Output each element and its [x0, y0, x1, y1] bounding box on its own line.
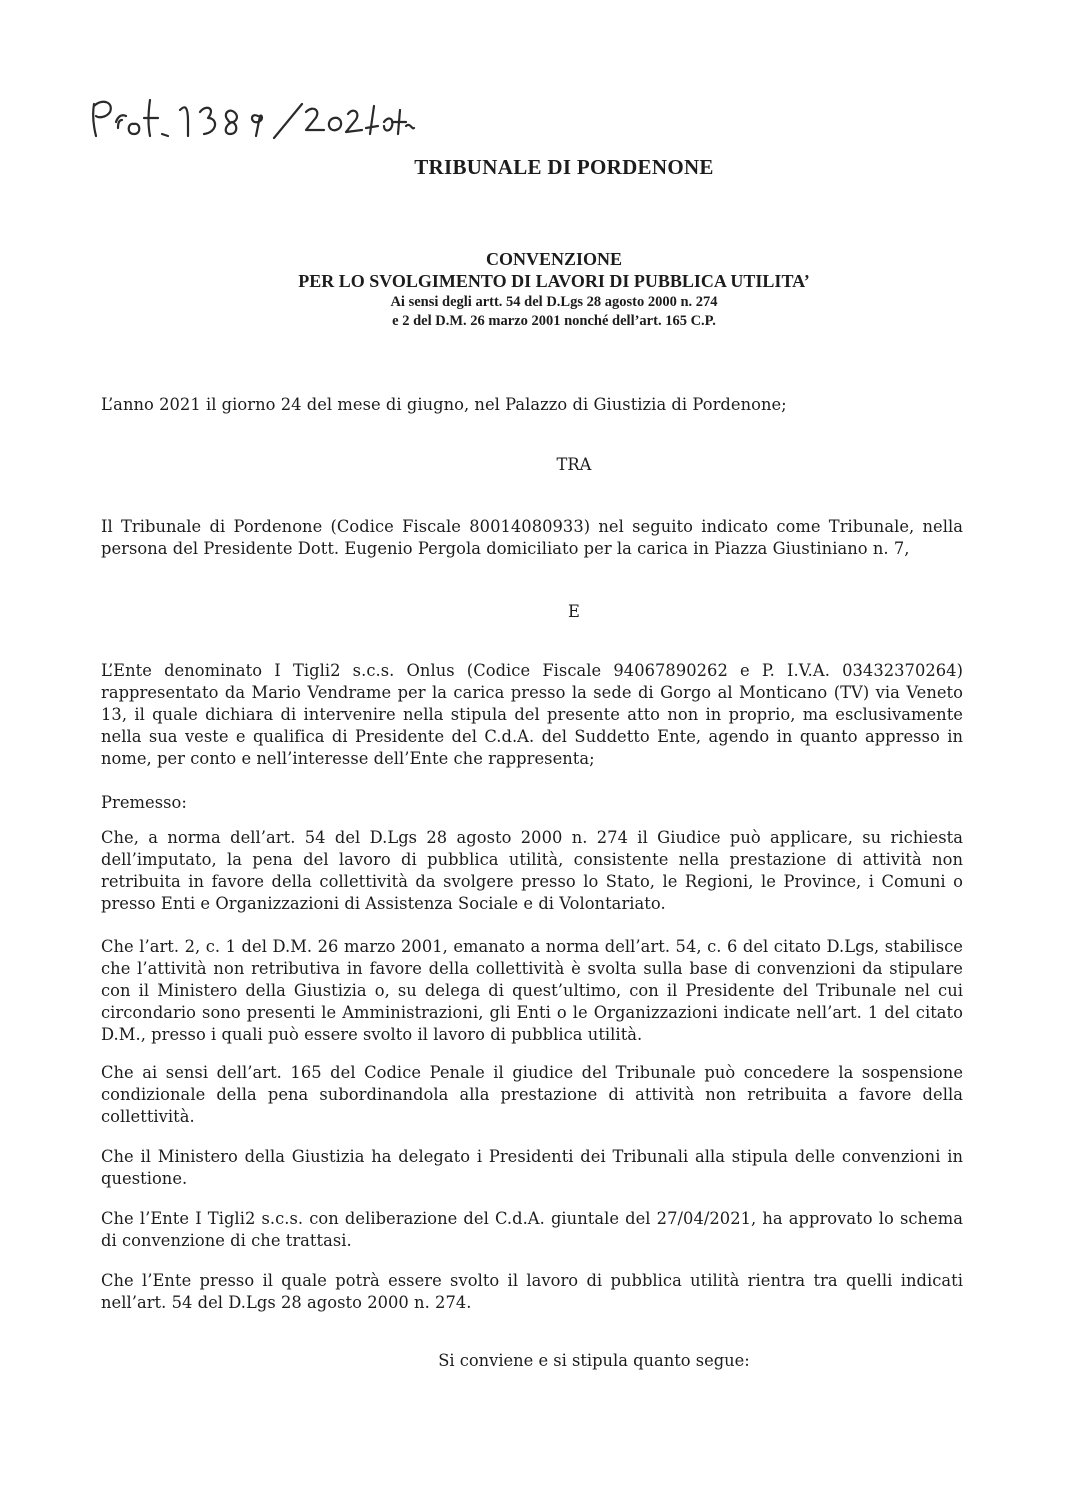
premise-paragraph: Che, a norma dell’art. 54 del D.Lgs 28 agosto 2000 n. 274 il Giudice può applicare, su richiesta dell’imputato, la pena del lavoro di pubblica utilità, consistente nella prestazione di attività non retribuita in favore della collettività da svolgere presso lo Stato, le Regioni, le Province, i Comuni o presso Enti e Organizzazioni di Assistenza Sociale e di Volontariato.: [101, 828, 963, 913]
premise-paragraph: Che il Ministero della Giustizia ha delegato i Presidenti dei Tribunali alla stipula delle convenzioni in questione.: [101, 1147, 963, 1188]
premise-paragraph: Che ai sensi dell’art. 165 del Codice Penale il giudice del Tribunale può concedere la sospensione condizionale della pena subordinandola alla prestazione di attività non retribuita a favore della collettività.: [101, 1063, 963, 1126]
heading-line-2: PER LO SVOLGIMENTO DI LAVORI DI PUBBLICA UTILITA’: [298, 271, 810, 291]
document-heading: [0, 248, 1068, 331]
and-label: E: [568, 602, 580, 621]
closing-line: Si conviene e si stipula quanto segue:: [438, 1351, 750, 1370]
heading-line-4: e 2 del D.M. 26 marzo 2001 nonché dell’art. 165 C.P.: [392, 313, 716, 329]
party-1-paragraph: Il Tribunale di Pordenone (Codice Fiscale 80014080933) nel seguito indicato come Tribunale, nella persona del Presidente Dott. Eugenio Pergola domiciliato per la carica in Piazza Giustiniano n. 7,: [101, 517, 963, 558]
heading-line-1: CONVENZIONE: [485, 249, 623, 269]
handwritten-protocol-note: [88, 92, 418, 150]
premise-label: Premesso:: [101, 793, 187, 812]
date-line: L’anno 2021 il giorno 24 del mese di giugno, nel Palazzo di Giustizia di Pordenone;: [101, 395, 787, 414]
court-title: TRIBUNALE DI PORDENONE: [414, 155, 714, 179]
premise-paragraph: Che l’art. 2, c. 1 del D.M. 26 marzo 2001, emanato a norma dell’art. 54, c. 6 del citato D.Lgs, stabilisce che l’attività non retributiva in favore della collettività è svolta sulla base di convenzioni da stipulare con il Ministero della Giustizia o, su delega di quest’ultimo, con il Presidente del Tribunale nel cui circondario sono presenti le Amministrazioni, gli Enti o le Organizzazioni indicate nell’art. 1 del citato D.M., presso i quali può essere svolto il lavoro di pubblica utilità.: [101, 937, 963, 1044]
heading-line-3: Ai sensi degli artt. 54 del D.Lgs 28 agosto 2000 n. 274: [390, 294, 718, 310]
party-2-paragraph: L’Ente denominato I Tigli2 s.c.s. Onlus (Codice Fiscale 94067890262 e P. I.V.A. 03432370264) rappresentato da Mario Vendrame per la carica presso la sede di Gorgo al Monticano (TV) via Veneto 13, il quale dichiara di intervenire nella stipula del presente atto non in proprio, ma esclusivamente nella sua veste e qualifica di Presidente del C.d.A. del Suddetto Ente, agendo in quanto appresso in nome, per conto e nell’interesse dell’Ente che rappresenta;: [101, 661, 963, 768]
premise-paragraph: Che l’Ente I Tigli2 s.c.s. con deliberazione del C.d.A. giuntale del 27/04/2021, ha approvato lo schema di convenzione di che trattasi.: [101, 1209, 963, 1250]
between-label: TRA: [556, 455, 592, 474]
premise-paragraph: Che l’Ente presso il quale potrà essere svolto il lavoro di pubblica utilità rientra tra quelli indicati nell’art. 54 del D.Lgs 28 agosto 2000 n. 274.: [101, 1271, 963, 1312]
